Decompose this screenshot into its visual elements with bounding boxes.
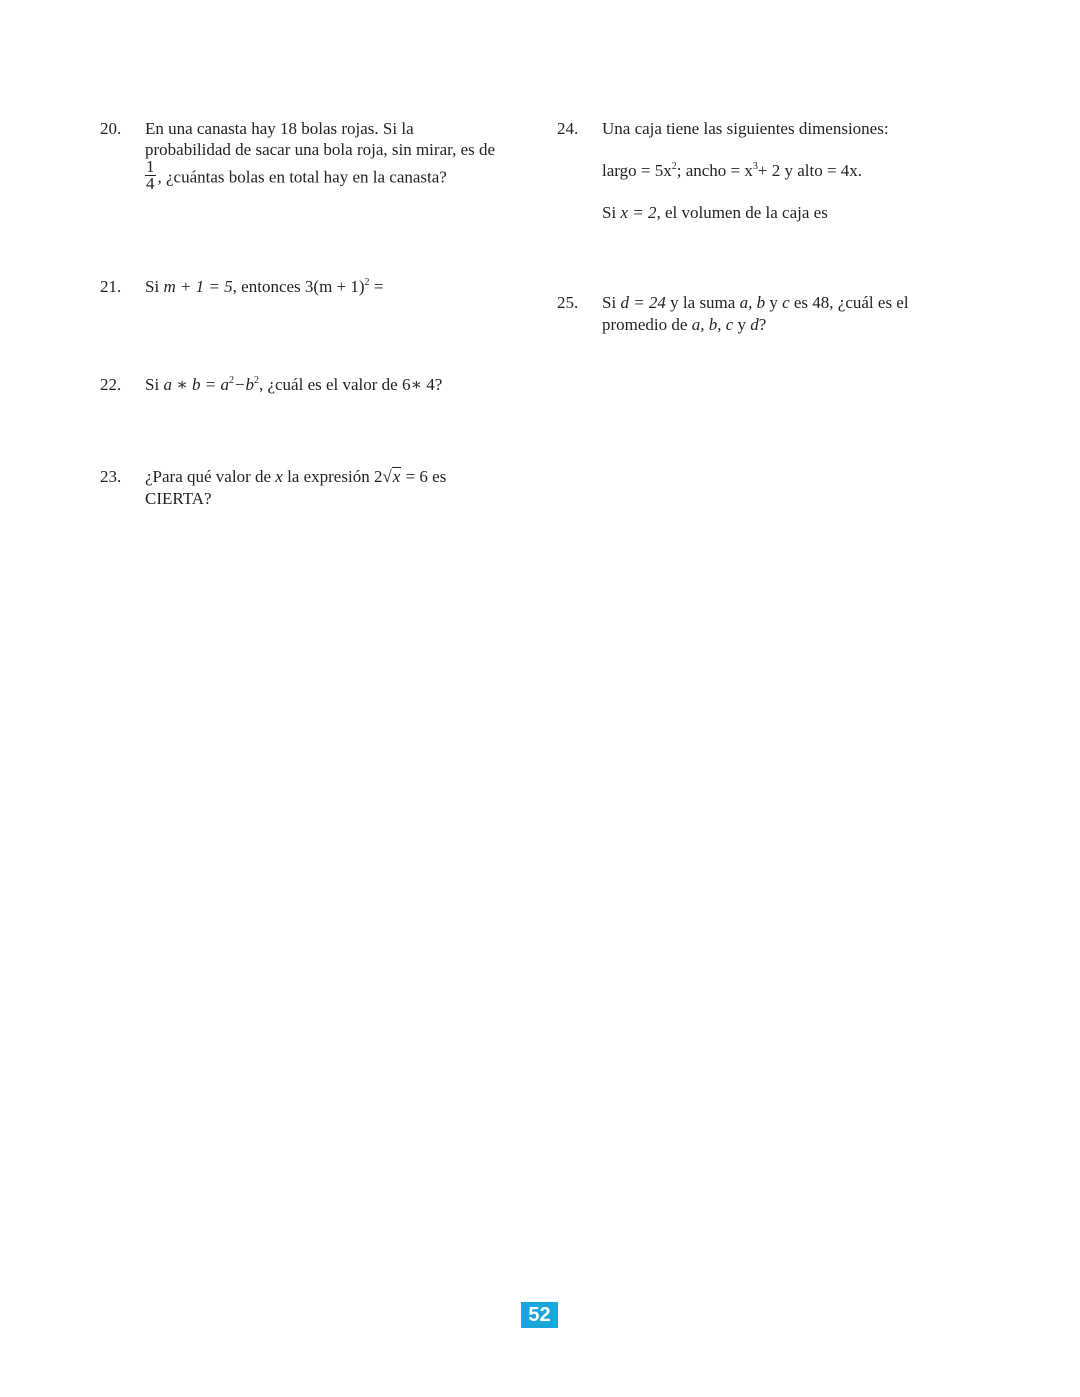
question-number: 23. — [100, 467, 122, 486]
radicand: x — [392, 467, 401, 486]
question-text: Una caja tiene las siguientes dimensiones: largo = $5x^2$; ancho = $x^3+ 2$ y alto = 4x. Si x = 2, el volumen de la caja es — [602, 119, 889, 222]
question-text: Si m + 1 = 5, entonces $3(m + 1)^2$ = — [145, 277, 384, 296]
question-number: 25. — [557, 293, 579, 312]
fraction: $\frac{1}{4}$ — [146, 157, 155, 193]
question-number: 21. — [100, 277, 122, 296]
question-number: 24. — [557, 119, 579, 138]
question-text: En una canasta hay 18 bolas rojas. Si la probabilidad de sacar una bola roja, sin mirar, es de $\frac{1}{4}$ , ¿cuántas bolas en total hay en la canasta? — [145, 119, 496, 193]
radical-sign: √ — [382, 467, 392, 486]
question-number: 20. — [100, 119, 122, 138]
question-text: Si d = 24 y la suma a, b y c es 48, ¿cuál es el promedio de a, b, c y d? — [602, 293, 909, 334]
question-text: Si a ∗ $b = a^2-b^2$, ¿cuál es el valor de 6∗ 4? — [145, 375, 443, 394]
page-number: 52 — [521, 1302, 558, 1328]
question-number: 22. — [100, 375, 122, 394]
question-text: ¿Para qué valor de x la expresión 2√x = 6 es CIERTA? — [145, 467, 447, 508]
